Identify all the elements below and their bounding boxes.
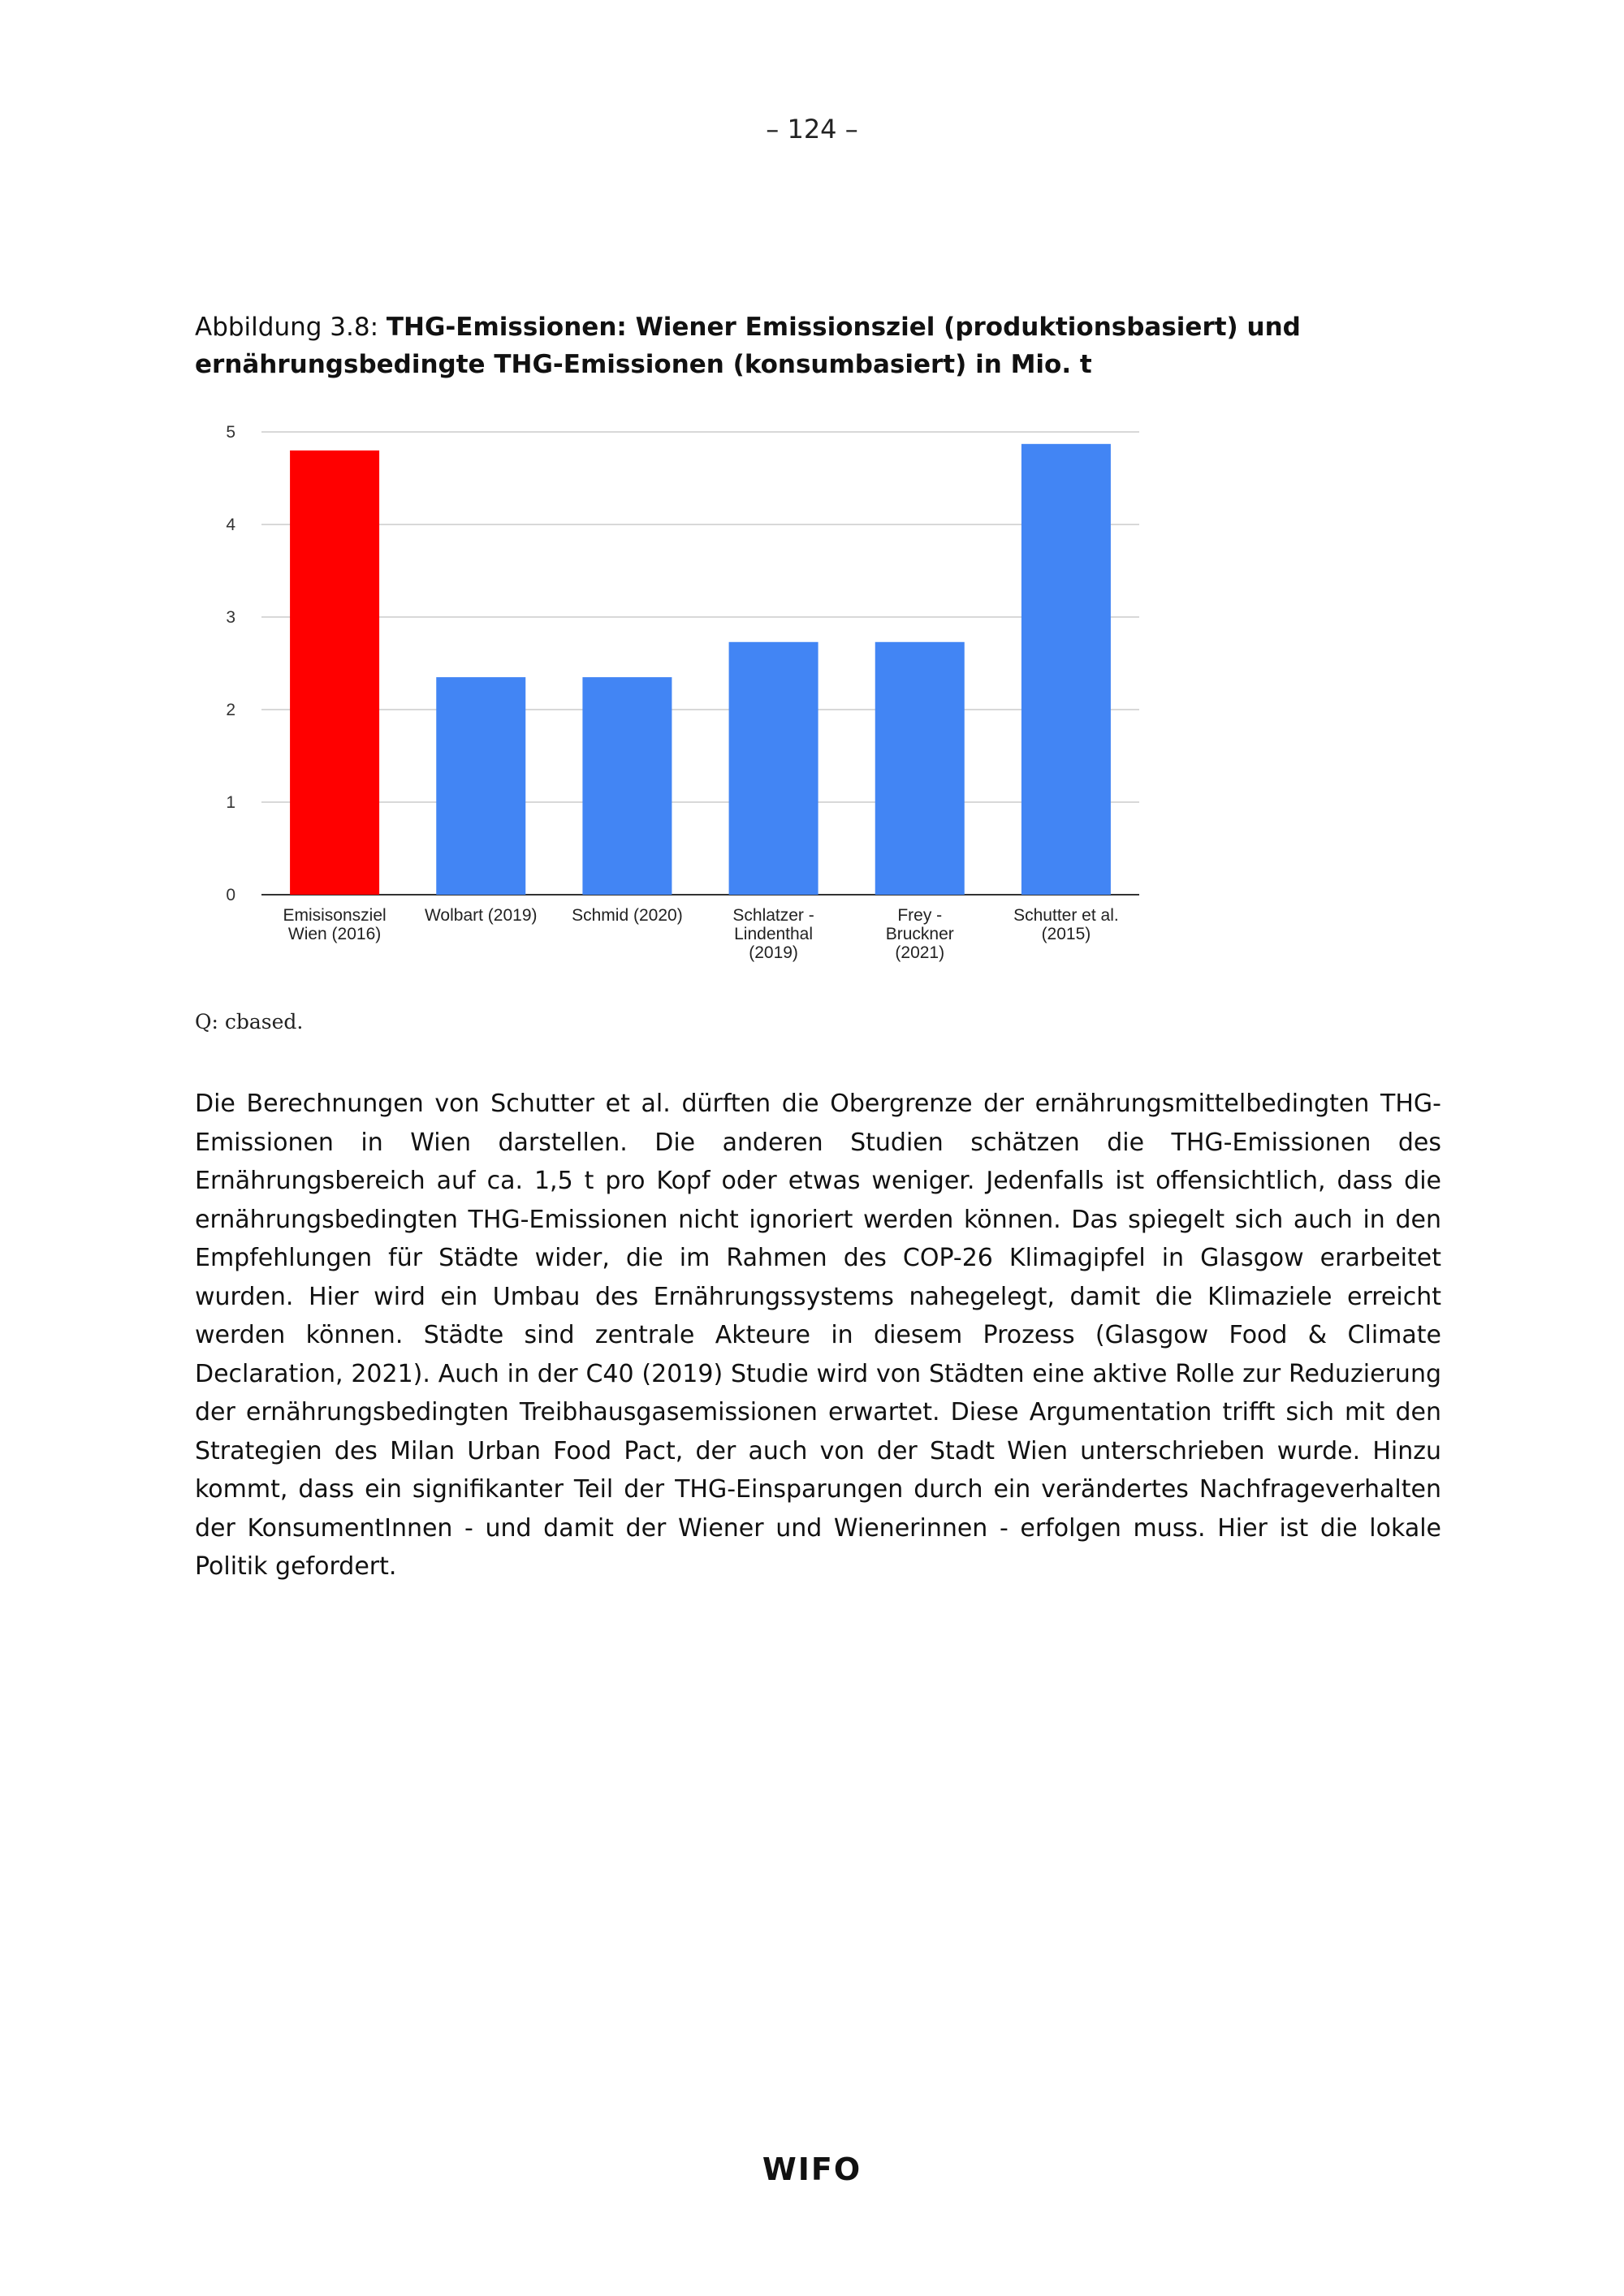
- figure-source: Q: cbased.: [195, 1010, 304, 1034]
- body-paragraph: Die Berechnungen von Schutter et al. dürften die Obergrenze der ernährungsmittelbedingten THG-Emissionen in Wien darstellen. Die anderen Studien schätzen die THG-Emissionen des Ernährungsbereich auf ca. 1,5 t pro Kopf oder etwas weniger. Jedenfalls ist offensichtlich, dass die ernährungsbedingten THG-Emissionen nicht ignoriert werden können. Das spiegelt sich auch in den Empfehlungen für Städte wider, die im Rahmen des COP-26 Klimagipfel in Glasgow erarbeitet wurden. Hier wird ein Umbau des Ernährungssystems nahegelegt, damit die Klimaziele erreicht werden können. Städte sind zentrale Akteure in diesem Prozess (Glasgow Food & Climate Declaration, 2021). Auch in der C40 (2019) Studie wird von Städten eine aktive Rolle zur Reduzierung der ernährungsbedingten Treibhausgasemissionen erwartet. Diese Argumentation trifft sich mit den Strategien des Milan Urban Food Pact, der auch von der Stadt Wien unterschrieben wurde. Hinzu kommt, dass ein signifikanter Teil der THG-Einsparungen durch ein verändertes Nachfrageverhalten der KonsumentInnen - und damit der Wiener und Wienerinnen - erfolgen muss. Hier ist die lokale Politik gefordert.: [195, 1090, 1441, 1581]
- bar: [1021, 444, 1111, 895]
- wifo-logo: WIFO: [762, 2151, 862, 2187]
- x-category-label: Wolbart (2019): [424, 906, 538, 925]
- bar: [436, 677, 525, 895]
- bar: [582, 677, 672, 895]
- bar-chart-svg: [219, 410, 1161, 986]
- y-tick-label: 4: [226, 516, 235, 534]
- x-category-label: Schutter et al. (2015): [1013, 906, 1119, 943]
- x-category-label: Schlatzer -Lindenthal (2019): [732, 906, 814, 962]
- y-tick-label: 5: [226, 423, 235, 442]
- page-number: – 124 –: [766, 114, 858, 145]
- y-tick-label: 0: [226, 886, 235, 904]
- x-category-label: Emisisonsziel Wien (2016): [283, 906, 387, 943]
- figure-title: THG-Emissionen: Wiener Emissionsziel (produktionsbasiert) und ernährungsbedingte THG-Emissionen (konsumbasiert) in Mio. t: [195, 313, 1301, 379]
- y-tick-label: 2: [226, 701, 235, 719]
- y-tick-label: 3: [226, 608, 235, 627]
- chart: [219, 410, 1161, 986]
- bar: [729, 642, 818, 895]
- x-category-label: Schmid (2020): [572, 906, 683, 925]
- x-category-label: Frey -Bruckner (2021): [885, 906, 954, 962]
- figure-label: Abbildung 3.8:: [195, 313, 387, 342]
- figure-caption: [195, 309, 1462, 383]
- bar: [875, 642, 965, 895]
- y-tick-label: 1: [226, 793, 235, 812]
- bar: [290, 451, 379, 895]
